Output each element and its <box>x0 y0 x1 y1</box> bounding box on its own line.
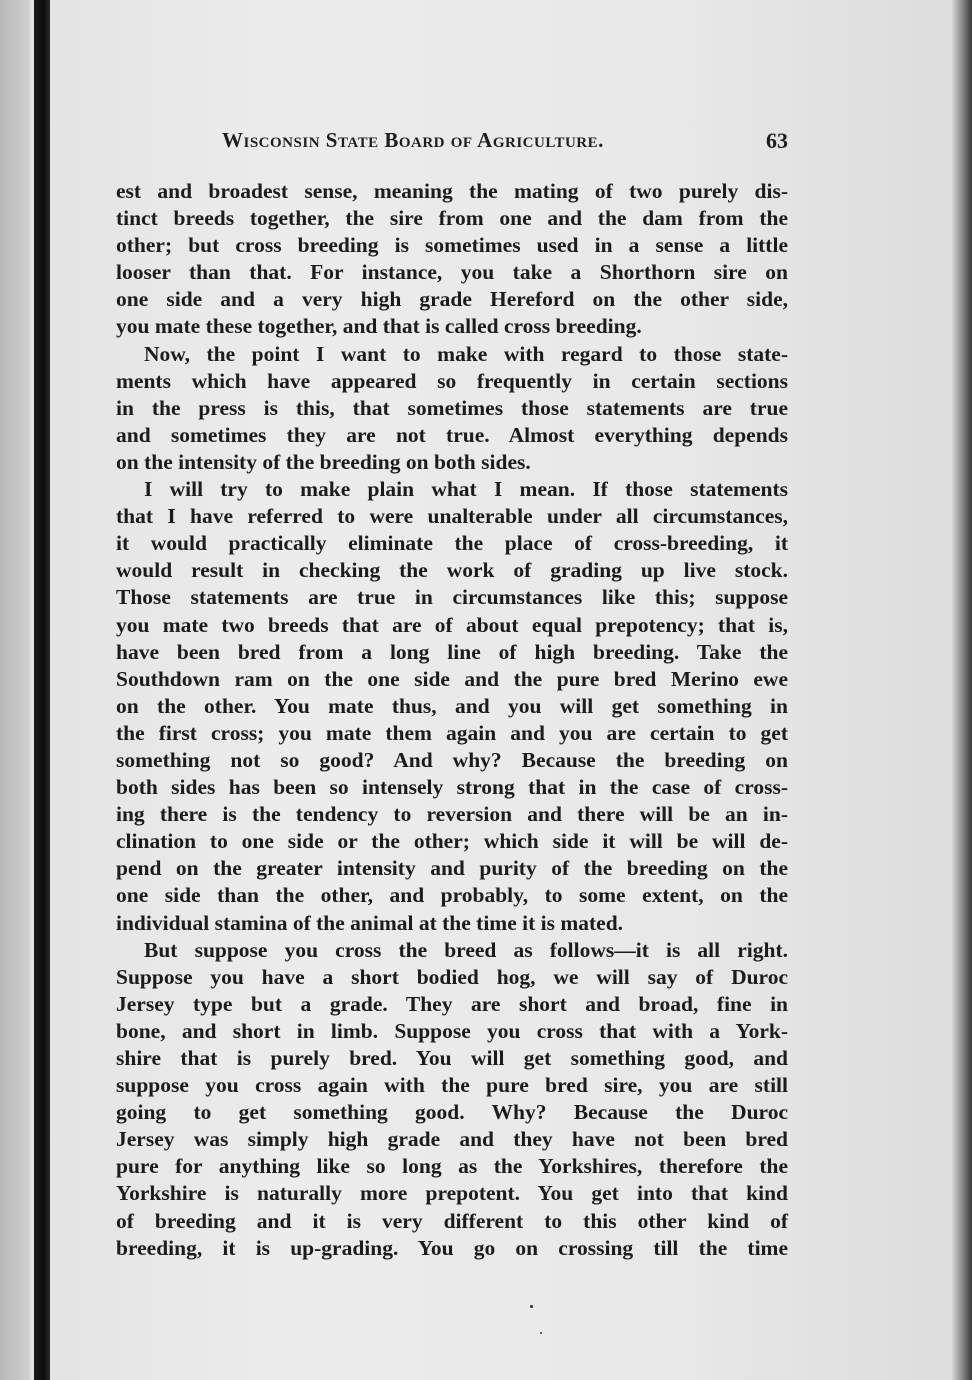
paper-speck <box>540 1332 542 1334</box>
text-line: bone, and short in limb. Suppose you cross that with a York- <box>116 1018 788 1043</box>
text-line: suppose you cross again with the pure bred sire, you are still <box>116 1073 788 1098</box>
page-header <box>222 128 788 158</box>
text-line: tinct breeds together, the sire from one and the dam from the <box>116 206 788 231</box>
text-line: you mate two breeds that are of about equal prepotency; that is, <box>116 612 788 637</box>
text-line: ing there is the tendency to reversion and there will be an in- <box>116 802 788 827</box>
body-text <box>116 178 788 1262</box>
text-line: est and broadest sense, meaning the mating of two purely dis- <box>116 179 788 203</box>
text-line: looser than that. For instance, you take a Shorthorn sire on <box>116 260 788 285</box>
text-line: But suppose you cross the breed as follows—it is all right. <box>144 937 788 962</box>
text-line: on the other. You mate thus, and you will get something in <box>116 693 788 718</box>
text-line: one side than the other, and probably, to some extent, on the <box>116 883 788 908</box>
text-line: Jersey type but a grade. They are short and broad, fine in <box>116 991 788 1016</box>
text-line: Those statements are true in circumstances like this; suppose <box>116 585 788 610</box>
text-line: and sometimes they are not true. Almost everything depends <box>116 422 788 447</box>
text-line: Yorkshire is naturally more prepotent. You get into that kind <box>116 1181 788 1206</box>
text-line: other; but cross breeding is sometimes used in a sense a little <box>116 233 788 258</box>
text-line: both sides has been so intensely strong that in the case of cross- <box>116 775 788 800</box>
text-line: breeding, it is up-grading. You go on crossing till the time <box>116 1235 788 1260</box>
text-line: ments which have appeared so frequently in certain sections <box>116 368 788 393</box>
text-line: on the intensity of the breeding on both sides. <box>116 449 531 474</box>
text-line: it would practically eliminate the place of cross-breeding, it <box>116 531 788 556</box>
text-line: clination to one side or the other; which side it will be will de- <box>116 829 788 854</box>
facing-page-edge <box>0 0 30 1380</box>
text-line: in the press is this, that sometimes those statements are true <box>116 395 788 420</box>
paper-speck <box>530 1305 533 1308</box>
text-line: Now, the point I want to make with regard to those state- <box>144 341 788 366</box>
text-line: Jersey was simply high grade and they have not been bred <box>116 1127 788 1152</box>
text-line: pure for anything like so long as the Yorkshires, therefore the <box>116 1154 788 1179</box>
text-line: individual stamina of the animal at the time it is mated. <box>116 910 624 935</box>
text-line: Suppose you have a short bodied hog, we will say of Duroc <box>116 964 788 989</box>
text-line: of breeding and it is very different to this other kind of <box>116 1208 788 1233</box>
text-line: going to get something good. Why? Because the Duroc <box>116 1100 788 1125</box>
page-number: 63 <box>766 128 788 153</box>
text-line: something not so good? And why? Because the breeding on <box>116 747 788 772</box>
running-head: Wisconsin State Board of Agriculture. <box>222 128 604 152</box>
text-line: Southdown ram on the one side and the pure bred Merino ewe <box>116 666 788 691</box>
book-binding-shadow <box>34 0 50 1380</box>
text-line: I will try to make plain what I mean. If those statements <box>144 477 788 502</box>
text-line: you mate these together, and that is called cross breeding. <box>116 314 642 339</box>
text-line: one side and a very high grade Hereford on the other side, <box>116 287 788 312</box>
page-edge-shadow <box>952 0 972 1380</box>
text-line: pend on the greater intensity and purity of the breeding on the <box>116 856 788 881</box>
text-line: have been bred from a long line of high breeding. Take the <box>116 639 788 664</box>
text-line: would result in checking the work of grading up live stock. <box>116 558 788 583</box>
text-line: that I have referred to were unalterable under all circumstances, <box>116 504 788 529</box>
text-line: the first cross; you mate them again and you are certain to get <box>116 720 788 745</box>
text-line: shire that is purely bred. You will get something good, and <box>116 1046 788 1070</box>
